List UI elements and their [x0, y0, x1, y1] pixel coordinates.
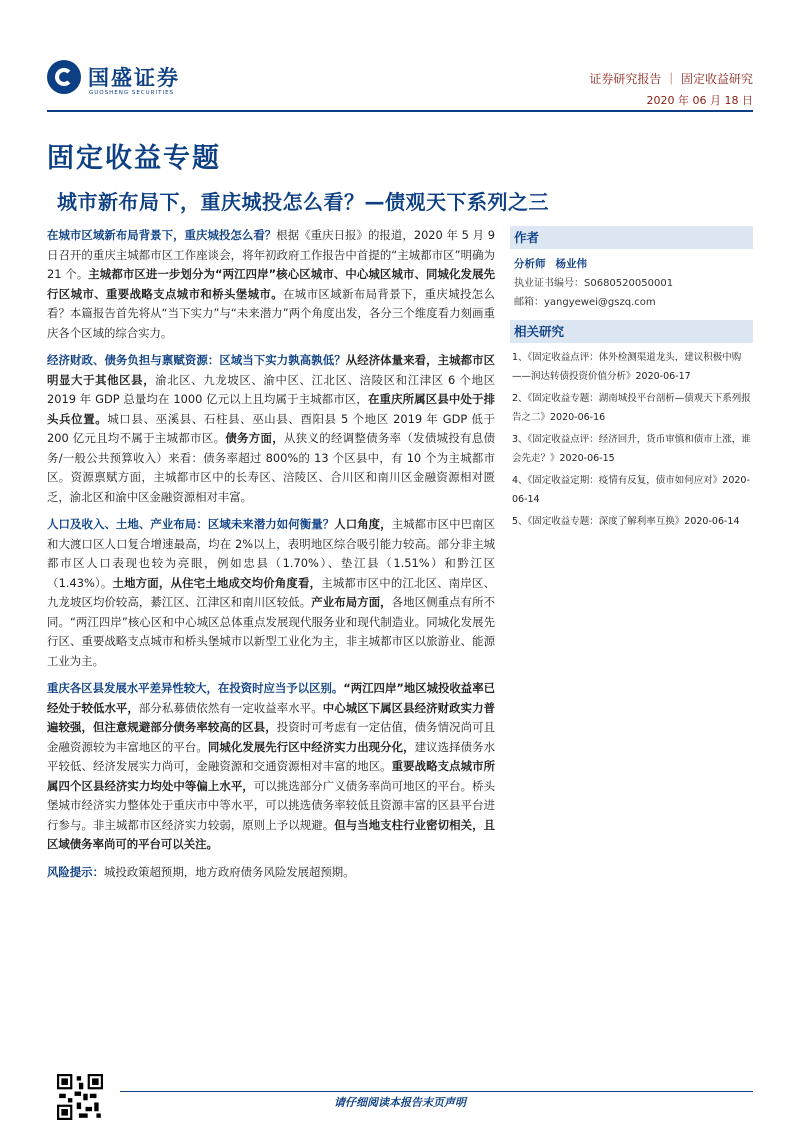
- footer-divider: [120, 1091, 753, 1092]
- paragraph-1-text-2: 在城市区域新布局背景下，重庆城投怎么看？本篇报告首先将从“当下实力”与“未来潜力”两个角度出发，各分三个维度看力刻画重庆各个区域的综合实力。: [47, 286, 495, 340]
- related-item[interactable]: 4、《固定收益定期：疫情有反复，债市如何应对》2020-06-14: [512, 475, 750, 505]
- paragraph-1-highlight: 在城市区域新布局背景下，重庆城投怎么看？: [47, 228, 277, 242]
- paragraph-4-highlight: 重庆各区县发展水平差异性较大，在投资时应当予以区别。: [47, 681, 344, 695]
- analyst-email[interactable]: 邮箱：yangyewei@gszq.com: [514, 297, 656, 308]
- paragraph-2-highlight: 经济财政、债务负担与禀赋资源：区域当下实力孰高孰低？: [47, 353, 346, 367]
- company-logo-icon: [47, 60, 81, 94]
- paragraph-4-bold-3: 同城化发展先行区中经济实力出现分化，: [207, 739, 415, 754]
- company-name: 国盛证券: [88, 66, 180, 90]
- paragraph-2: [47, 351, 495, 507]
- paragraph-4-text-2: 投资时可考虑有一定估值，债务情况尚可且金融资源较为丰富地区的平台。: [47, 720, 495, 754]
- paragraph-2-bold: 从经济体量来看，主城都市区明显大于其他区县，: [47, 353, 495, 387]
- related-list: [510, 343, 753, 532]
- paragraph-3-highlight: 人口及收入、土地、产业布局：区域未来潜力如何衡量？: [47, 517, 335, 531]
- paragraph-2-text-2: 城口县、巫溪县、石柱县、巫山县、酉阳县 5 个地区 2019 年 GDP 低于 200 亿元且均不属于主城都市区。: [47, 411, 495, 445]
- paragraph-3-text: 主城都市区中巴南区和大渡口区人口复合增速最高，均在 2%以上，表明地区综合吸引能力较高。部分非主城都市区人口表现也较为亮眼，例如忠县（1.70%）、垫江县（1.51%）和黔江区（1.43%）。: [47, 517, 495, 590]
- report-category: 证券研究报告 ｜ 固定收益研究: [589, 72, 753, 86]
- paragraph-4-bold-2: 中心城区下属区县经济财政实力普遍较强，但注意规避部分债务率较高的区县，: [47, 700, 495, 734]
- risk-warning: [47, 863, 495, 883]
- paragraph-4: [47, 679, 495, 855]
- company-name-en: GUOSHENG SECURITIES: [89, 90, 175, 96]
- report-type: 固定收益专题: [47, 143, 221, 174]
- related-item[interactable]: 3、《固定收益点评：经济回升，货币审慎和债市上涨，谁会先走？》2020-06-15: [512, 434, 751, 464]
- author-heading: 作者: [510, 226, 753, 249]
- paragraph-2-bold-3: 债务方面，: [225, 431, 285, 445]
- paragraph-2-text: 渝北区、九龙坡区、渝中区、江北区、涪陵区和江津区 6 个地区 2019 年 GDP 总量均在 1000 亿元以上且均属于主城都市区，: [47, 372, 495, 406]
- paragraph-4-text: 部分私募债依然有一定收益率水平。: [138, 700, 323, 715]
- paragraph-2-bold-2: 在重庆所属区县中处于排头兵位置。: [47, 392, 495, 426]
- related-item[interactable]: 1、《固定收益点评：体外检测渠道龙头，建议积极中购——润达转债投资价值分析》2020-06-17: [512, 352, 742, 382]
- header-divider: [47, 110, 753, 112]
- related-item[interactable]: 2、《固定收益专题：湖南城投平台剖析—债观天下系列报告之二》2020-06-16: [512, 393, 751, 423]
- paragraph-2-text-3: 从狭义的经调整债务率（发债城投有息债务/一般公共预算收入）来看：债务率超过 800%的 13 个区县中，有 10 个为主城都市区。资源禀赋方面，主城都市区中的长寿区、涪陵区、合川区和南川区金融资源相对匮乏，渝北区和渝中区金融资源相对丰富。: [47, 431, 495, 504]
- paragraph-1-text: 根据《重庆日报》的报道，2020 年 5 月 9 日召开的重庆主城都市区工作座谈会，将年初政府工作报告中首提的“主城都市区”明确为 21 个。: [47, 228, 495, 281]
- risk-text: 城投政策超预期，地方政府债务风险发展超预期。: [103, 864, 355, 879]
- paragraph-3-bold-3: 产业布局方面，: [311, 595, 392, 609]
- paragraph-4-text-3: 建议选择债务水平较低、经济发展实力尚可，金融资源和交通资源相对丰富的地区。: [47, 739, 495, 773]
- license-number: 执业证书编号：S0680520050001: [514, 278, 674, 289]
- analyst-label: 分析师: [514, 258, 546, 270]
- author-info: [510, 249, 753, 320]
- related-heading: 相关研究: [510, 320, 753, 343]
- report-title: 城市新布局下，重庆城投怎么看？—债观天下系列之三: [57, 190, 549, 214]
- analyst-row: [514, 255, 749, 274]
- report-date: 2020 年 06 月 18 日: [646, 94, 753, 107]
- footer-disclaimer: 请仔细阅读本报告末页声明: [334, 1096, 466, 1109]
- related-item[interactable]: 5、《固定收益专题：深度了解利率互换》2020-06-14: [512, 516, 740, 527]
- paragraph-4-text-4: 可以挑选部分广义债务率尚可地区的平台。桥头堡城市经济实力整体处于重庆市中等水平，可以挑选债务率较低且资源丰富的区县平台进行参与。非主城都市区经济实力较弱，原则上予以规避。: [47, 778, 495, 832]
- paragraph-3-bold: 人口角度，: [334, 517, 392, 531]
- paragraph-1-bold: 主城都市区进一步划分为“两江四岸”核心区城市、中心城区城市、同城化发展先行区城市、重要战略支点城市和桥头堡城市。: [47, 267, 495, 301]
- sidebar: [510, 226, 753, 536]
- paragraph-4-bold-4: 重要战略支点城市所属四个区县经济实力均处中等偏上水平，: [47, 759, 495, 793]
- report-body: [47, 226, 495, 890]
- risk-label: 风险提示：: [47, 864, 104, 879]
- paragraph-3-text-2: 主城都市区中的江北区、南岸区、九龙坡区均价较高，綦江区、江津区和南川区较低。: [47, 575, 495, 609]
- paragraph-1: [47, 226, 495, 343]
- analyst-name: 杨业伟: [555, 258, 588, 270]
- paragraph-4-bold: “两江四岸”地区城投收益率已经处于较低水平，: [47, 681, 495, 715]
- paragraph-4-bold-5: 但与当地支柱行业密切相关，且区域债务率尚可的平台可以关注。: [47, 817, 495, 851]
- paragraph-3-text-3: 各地区侧重点有所不同。“两江四岸”核心区和中心城区总体重点发展现代服务业和现代制造业。同城化发展先行区、重要战略支点城市和桥头堡城市以新型工业化为主，非主城都市区以旅游业、能源工业为主。: [47, 595, 495, 668]
- paragraph-3: [47, 515, 495, 671]
- paragraph-3-bold-2: 土地方面，从住宅土地成交均价角度看，: [112, 575, 322, 590]
